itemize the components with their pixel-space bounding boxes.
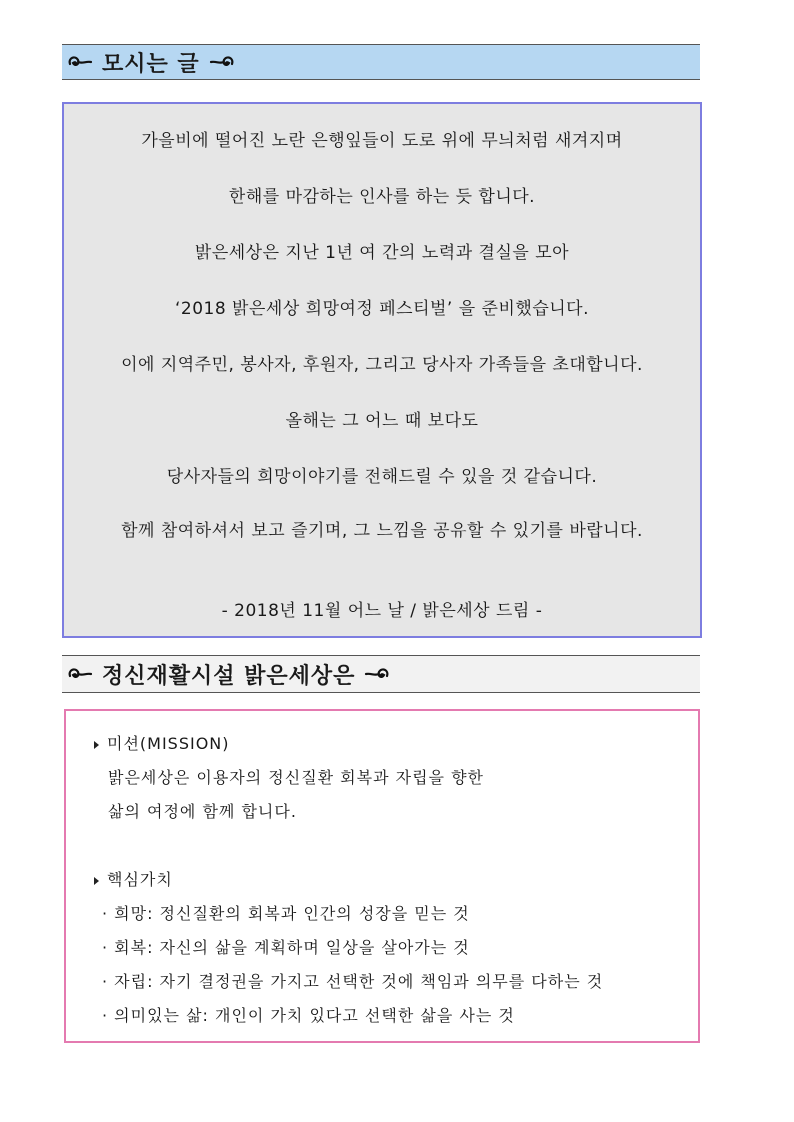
invitation-line-7: 당사자들의 희망이야기를 전해드릴 수 있을 것 같습니다.	[166, 467, 598, 487]
values-heading	[94, 867, 173, 890]
values-heading-text: 핵심가치	[107, 870, 173, 889]
invitation-line-6: 올해는 그 어느 때 보다도	[285, 411, 479, 431]
about-title: 정신재활시설 밝은세상은	[102, 663, 356, 689]
about-section-header	[62, 655, 700, 693]
invitation-line-3: 밝은세상은 지난 1년 여 간의 노력과 결실을 모아	[194, 243, 570, 263]
value-item-meaningful-life: · 의미있는 삶: 개인이 가치 있다고 선택한 삶을 사는 것	[102, 1006, 515, 1025]
mission-box	[64, 709, 700, 1043]
invitation-line-1: 가을비에 떨어진 노란 은행잎들이 도로 위에 무늬처럼 새겨지며	[141, 131, 623, 151]
invitation-box	[62, 102, 702, 638]
mission-heading-text: 미션(MISSION)	[107, 734, 230, 753]
value-item-recovery: · 회복: 자신의 삶을 계획하며 일상을 살아가는 것	[102, 938, 470, 957]
ornament-left-icon	[66, 664, 94, 684]
triangle-bullet-icon	[94, 741, 99, 749]
value-item-independence: · 자립: 자기 결정권을 가지고 선택한 것에 책임과 의무를 다하는 것	[102, 972, 604, 991]
invitation-line-5: 이에 지역주민, 봉사자, 후원자, 그리고 당사자 가족들을 초대합니다.	[121, 355, 643, 375]
mission-line-2: 삶의 여정에 함께 합니다.	[108, 802, 297, 821]
invitation-signature: - 2018년 11월 어느 날 / 밝은세상 드림 -	[221, 601, 543, 621]
invitation-title: 모시는 글	[102, 51, 200, 77]
invitation-line-2: 한해를 마감하는 인사를 하는 듯 합니다.	[228, 187, 536, 207]
ornament-right-icon	[363, 664, 391, 684]
ornament-right-icon	[208, 52, 236, 72]
invitation-line-8: 함께 참여하셔서 보고 즐기며, 그 느낌을 공유할 수 있기를 바랍니다.	[121, 521, 643, 541]
ornament-left-icon	[66, 52, 94, 72]
invitation-section-header	[62, 44, 700, 80]
mission-heading	[94, 731, 230, 754]
value-item-hope: · 희망: 정신질환의 회복과 인간의 성장을 믿는 것	[102, 904, 470, 923]
triangle-bullet-icon	[94, 877, 99, 885]
mission-line-1: 밝은세상은 이용자의 정신질환 회복과 자립을 향한	[108, 768, 485, 787]
invitation-line-4: ‘2018 밝은세상 희망여정 페스티벌’ 을 준비했습니다.	[174, 299, 589, 319]
